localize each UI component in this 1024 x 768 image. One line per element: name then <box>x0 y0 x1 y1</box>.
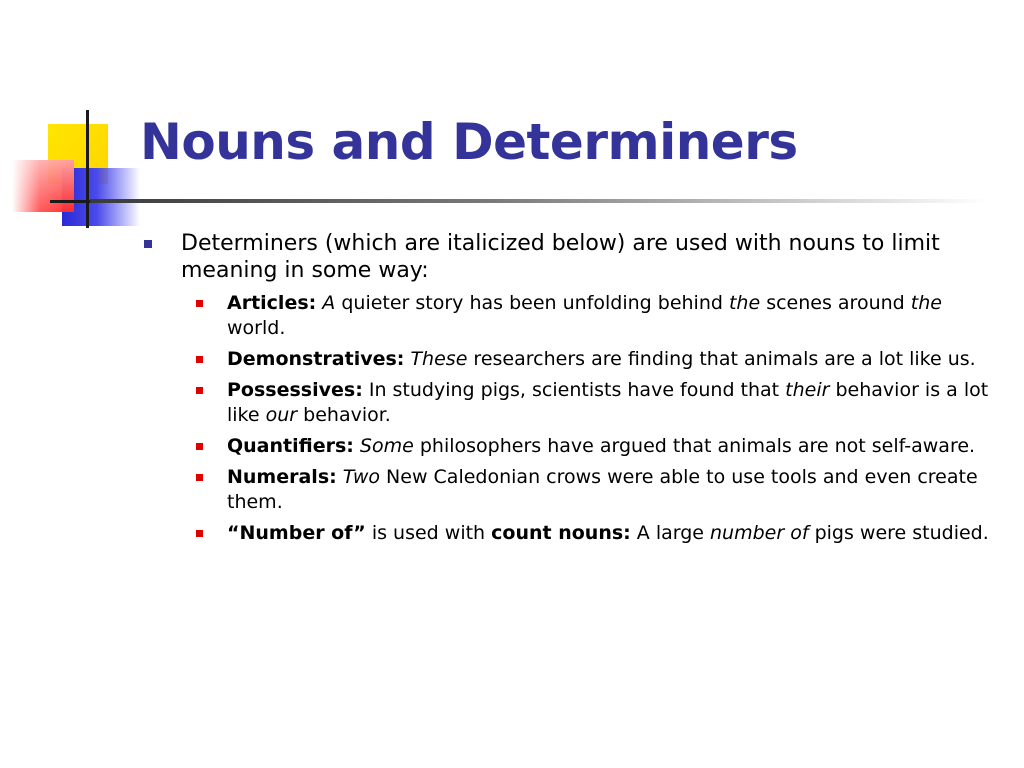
main-bullet <box>140 230 1000 284</box>
list-item-demonstratives: Demonstratives: These researchers are finding that animals are a lot like us. <box>140 347 1000 372</box>
list-item-number-of: “Number of” is used with count nouns: A large number of pigs were studied. <box>140 521 1000 546</box>
item-label: “Number of” <box>227 522 366 544</box>
list-item-articles: Articles: A quieter story has been unfolding behind the scenes around the world. <box>140 291 1000 341</box>
intro-text: Determiners (which are italicized below) are used with nouns to limit meaning in some way: <box>181 231 940 283</box>
square-bullet-icon <box>144 240 152 248</box>
title-underline <box>90 199 990 203</box>
slide-title: Nouns and Determiners <box>140 113 798 171</box>
square-bullet-icon <box>196 356 203 363</box>
square-bullet-icon <box>196 443 203 450</box>
item-label: Quantifiers: <box>227 435 354 457</box>
item-label: Possessives: <box>227 379 363 401</box>
square-bullet-icon <box>196 300 203 307</box>
square-bullet-icon <box>196 530 203 537</box>
square-bullet-icon <box>196 387 203 394</box>
slide-body <box>140 230 1000 552</box>
vertical-line <box>86 110 89 228</box>
list-item-possessives: Possessives: In studying pigs, scientists have found that their behavior is a lot like our behavior. <box>140 378 1000 428</box>
list-item-quantifiers: Quantifiers: Some philosophers have argued that animals are not self-aware. <box>140 434 1000 459</box>
square-bullet-icon <box>196 474 203 481</box>
list-item-numerals: Numerals: Two New Caledonian crows were able to use tools and even create them. <box>140 465 1000 515</box>
logo-decoration <box>0 0 150 240</box>
item-label: Demonstratives: <box>227 348 405 370</box>
item-label: Numerals: <box>227 466 337 488</box>
sub-list <box>140 291 1000 546</box>
item-label: Articles: <box>227 292 317 314</box>
